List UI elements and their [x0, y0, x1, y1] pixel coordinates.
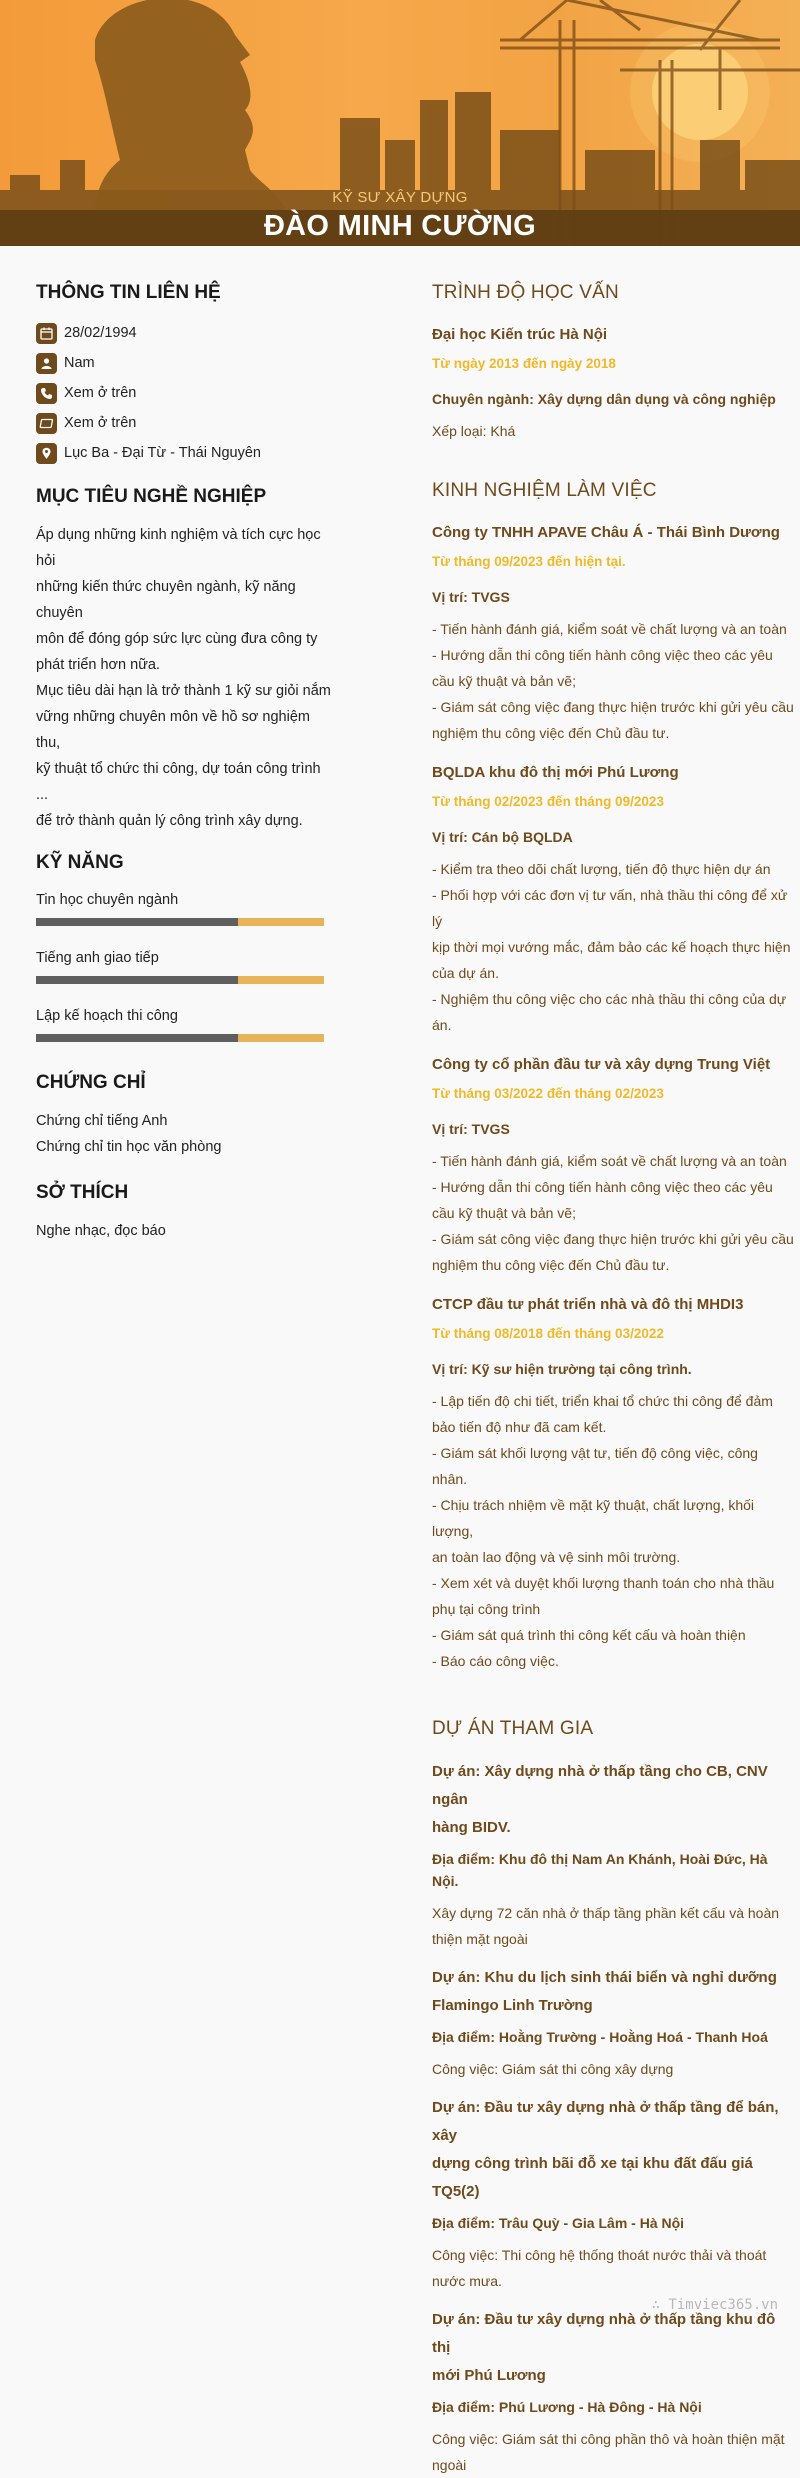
objective-line: Mục tiêu dài hạn là trở thành 1 kỹ sư giỏi nắm	[36, 683, 331, 699]
skill-bar	[36, 976, 324, 984]
skills-list	[36, 892, 336, 1042]
job-duty: - Chịu trách nhiệm về mặt kỹ thuật, chất lượng, khối lượng,	[432, 1497, 755, 1539]
job-date: Từ tháng 08/2018 đến tháng 03/2022	[432, 1326, 664, 1341]
job-duty: - Tiến hành đánh giá, kiểm soát về chất lượng và an toàn	[432, 1153, 787, 1169]
project-desc: nước mưa.	[432, 2273, 502, 2289]
project-entry	[432, 1964, 796, 2082]
job-duty: - Hướng dẫn thi công tiến hành công việc theo các yêu	[432, 1179, 773, 1195]
project-desc: Xây dựng 72 căn nhà ở thấp tầng phần kết cấu và hoàn	[432, 1905, 780, 1921]
education-major: Chuyên ngành: Xây dựng dân dụng và công nghiệp	[432, 391, 776, 407]
project-entry	[432, 2094, 796, 2294]
left-column	[36, 282, 336, 1244]
project-title: Dự án: Đầu tư xây dựng nhà ở thấp tầng để bán, xây	[432, 2099, 779, 2144]
job-duty: - Tiến hành đánh giá, kiểm soát về chất lượng và an toàn	[432, 621, 787, 637]
contact-birthday	[36, 318, 336, 348]
job-position: Vị trí: TVGS	[432, 589, 510, 605]
contact-text: Lục Ba - Đại Từ - Thái Nguyên	[64, 445, 261, 461]
project-location: Địa điểm: Hoằng Trường - Hoằng Hoá - Thanh Hoá	[432, 2029, 768, 2045]
job-company: Công ty cổ phần đầu tư và xây dựng Trung Việt	[432, 1056, 771, 1073]
education-grade: Xếp loại: Khá	[432, 423, 516, 439]
objective-line: môn để đóng góp sức lực cùng đưa công ty	[36, 631, 318, 647]
certificate-item: Chứng chỉ tiếng Anh	[36, 1113, 168, 1129]
project-location: Địa điểm: Phú Lương - Hà Đông - Hà Nội	[432, 2399, 702, 2415]
certificates-list	[36, 1108, 336, 1160]
hobbies-text: Nghe nhạc, đọc báo	[36, 1223, 166, 1239]
job-duty: - Báo cáo công việc.	[432, 1653, 559, 1669]
project-location: Địa điểm: Trâu Quỳ - Gia Lâm - Hà Nội	[432, 2215, 685, 2231]
experience-heading: KINH NGHIỆM LÀM VIỆC	[432, 480, 657, 501]
objective-line: kỹ thuật tổ chức thi công, dự toán công trình ...	[36, 761, 321, 803]
job-entry	[432, 1052, 796, 1278]
project-entry	[432, 2306, 796, 2478]
candidate-name: ĐÀO MINH CƯỜNG	[263, 210, 537, 242]
objective-line: để trở thành quản lý công trình xây dựng.	[36, 813, 303, 829]
job-company: Công ty TNHH APAVE Châu Á - Thái Bình Dương	[432, 524, 780, 541]
job-duty: - Hướng dẫn thi công tiến hành công việc theo các yêu	[432, 647, 773, 663]
job-entry	[432, 1292, 796, 1674]
job-duty: - Lập tiến độ chi tiết, triển khai tổ chức thi công để đảm	[432, 1393, 773, 1409]
header-banner	[0, 0, 800, 246]
user-icon	[36, 353, 57, 374]
job-duty: - Phối hợp với các đơn vị tư vấn, nhà thầu thi công để xử lý	[432, 887, 788, 929]
job-duty: kịp thời mọi vướng mắc, đảm bảo các kế hoạch thực hiện	[432, 939, 791, 955]
project-title: Dự án: Đầu tư xây dựng nhà ở thấp tầng khu đô thị	[432, 2311, 776, 2356]
project-desc: ngoài	[432, 2457, 467, 2473]
watermark	[652, 2297, 778, 2313]
contact-email	[36, 408, 336, 438]
contact-list	[36, 318, 336, 468]
certificates-heading: CHỨNG CHỈ	[36, 1072, 146, 1093]
location-icon	[36, 443, 57, 464]
job-duty: - Giám sát công việc đang thực hiện trước khi gửi yêu cầu	[432, 699, 794, 715]
job-duty: - Kiểm tra theo dõi chất lượng, tiến độ thực hiện dự án	[432, 861, 771, 877]
watermark-icon: ∴	[651, 2297, 669, 2313]
job-duty: nghiệm thu công việc đến Chủ đầu tư.	[432, 725, 670, 741]
contact-text: 28/02/1994	[64, 325, 137, 341]
project-title: Dự án: Xây dựng nhà ở thấp tầng cho CB, CNV ngân	[432, 1763, 768, 1808]
skill-name: Lập kế hoạch thi công	[36, 1008, 178, 1024]
contact-address	[36, 438, 336, 468]
job-duty: nghiệm thu công việc đến Chủ đầu tư.	[432, 1257, 670, 1273]
skill-bar-fill	[36, 976, 238, 984]
skill-bar-fill	[36, 1034, 238, 1042]
job-company: CTCP đầu tư phát triển nhà và đô thị MHDI3	[432, 1296, 744, 1313]
objective-line: Áp dụng những kinh nghiệm và tích cực học hỏi	[36, 527, 321, 569]
job-date: Từ tháng 09/2023 đến hiện tại.	[432, 554, 626, 569]
job-duty: án.	[432, 1017, 452, 1033]
education-date: Từ ngày 2013 đến ngày 2018	[432, 356, 616, 371]
project-title: mới Phú Lương	[432, 2367, 546, 2384]
skill-name: Tin học chuyên ngành	[36, 892, 179, 908]
education-school: Đại học Kiến trúc Hà Nội	[432, 326, 608, 343]
objective-text	[36, 522, 336, 834]
contact-text: Xem ở trên	[64, 415, 137, 431]
job-title: KỸ SƯ XÂY DỰNG	[332, 189, 468, 206]
right-column	[432, 282, 796, 2478]
objective-line: vững những chuyên môn về hồ sơ nghiệm thu,	[36, 709, 310, 751]
job-duty: an toàn lao động và vệ sinh môi trường.	[432, 1549, 681, 1565]
job-duty: bảo tiến độ như đã cam kết.	[432, 1419, 607, 1435]
project-title: hàng BIDV.	[432, 1819, 511, 1836]
job-company: BQLDA khu đô thị mới Phú Lương	[432, 764, 679, 781]
job-duty: - Giám sát công việc đang thực hiện trước khi gửi yêu cầu	[432, 1231, 794, 1247]
job-duty: - Nghiệm thu công việc cho các nhà thầu thi công của dự	[432, 991, 787, 1007]
job-entry	[432, 520, 796, 746]
project-entry	[432, 1758, 796, 1952]
project-title: Flamingo Linh Trường	[432, 1997, 593, 2014]
contact-text: Nam	[64, 355, 95, 371]
skill-bar	[36, 1034, 324, 1042]
contact-text: Xem ở trên	[64, 385, 137, 401]
project-desc: Công việc: Giám sát thi công xây dựng	[432, 2061, 674, 2077]
job-date: Từ tháng 02/2023 đến tháng 09/2023	[432, 794, 664, 809]
skill-name: Tiếng anh giao tiếp	[36, 950, 159, 966]
job-position: Vị trí: TVGS	[432, 1121, 510, 1137]
job-duty: - Giám sát khối lượng vật tư, tiến độ công việc, công nhân.	[432, 1445, 758, 1487]
contact-phone	[36, 378, 336, 408]
job-duty: phụ tại công trình	[432, 1601, 541, 1617]
phone-icon	[36, 383, 57, 404]
job-duty: - Xem xét và duyệt khối lượng thanh toán cho nhà thầu	[432, 1575, 775, 1591]
education-heading: TRÌNH ĐỘ HỌC VẤN	[432, 282, 619, 303]
watermark-text: Timviec365.vn	[668, 2297, 778, 2313]
project-title: dựng công trình bãi đỗ xe tại khu đất đấu giá TQ5(2)	[432, 2155, 753, 2200]
objective-line: những kiến thức chuyên ngành, kỹ năng chuyên	[36, 579, 296, 621]
contact-gender	[36, 348, 336, 378]
skill-bar	[36, 918, 324, 926]
project-desc: thiện mặt ngoài	[432, 1931, 528, 1947]
job-duty: - Giám sát quá trình thi công kết cấu và hoàn thiện	[432, 1627, 746, 1643]
contact-heading: THÔNG TIN LIÊN HỆ	[36, 282, 221, 303]
job-duty: cầu kỹ thuật và bản vẽ;	[432, 673, 576, 689]
job-duty: cầu kỹ thuật và bản vẽ;	[432, 1205, 576, 1221]
job-date: Từ tháng 03/2022 đến tháng 02/2023	[432, 1086, 664, 1101]
project-location: Địa điểm: Khu đô thị Nam An Khánh, Hoài Đức, Hà Nội.	[432, 1851, 768, 1889]
skills-heading: KỸ NĂNG	[36, 852, 124, 873]
skill-bar-fill	[36, 918, 238, 926]
job-position: Vị trí: Kỹ sư hiện trường tại công trình.	[432, 1361, 692, 1377]
job-entry	[432, 760, 796, 1038]
certificate-item: Chứng chỉ tin học văn phòng	[36, 1139, 222, 1155]
hobbies-heading: SỞ THÍCH	[36, 1182, 129, 1203]
job-duty: của dự án.	[432, 965, 499, 981]
calendar-icon	[36, 323, 57, 344]
project-desc: Công việc: Giám sát thi công phần thô và hoàn thiện mặt	[432, 2431, 785, 2447]
email-icon	[36, 413, 57, 434]
projects-heading: DỰ ÁN THAM GIA	[432, 1718, 594, 1739]
project-desc: Công việc: Thi công hệ thống thoát nước thải và thoát	[432, 2247, 767, 2263]
project-title: Dự án: Khu du lịch sinh thái biển và nghỉ dưỡng	[432, 1969, 777, 1986]
objective-line: phát triển hơn nữa.	[36, 657, 161, 673]
objective-heading: MỤC TIÊU NGHỀ NGHIỆP	[36, 486, 267, 507]
job-position: Vị trí: Cán bộ BQLDA	[432, 829, 573, 845]
